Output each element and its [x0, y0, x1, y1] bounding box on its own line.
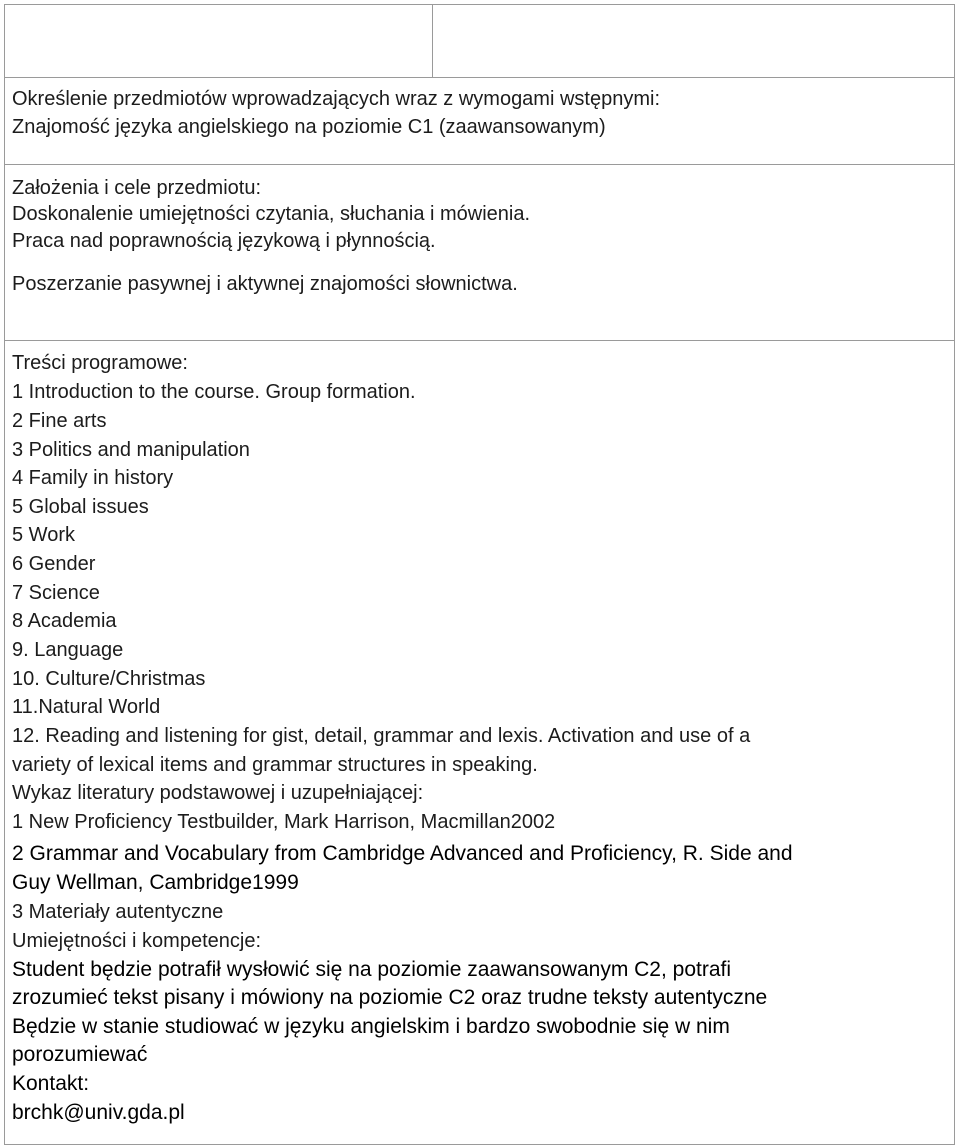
literature-item: 1 New Proficiency Testbuilder, Mark Harrison, Macmillan2002	[12, 811, 556, 833]
program-item: 5 Global issues	[12, 496, 149, 518]
goals-item: Doskonalenie umiejętności czytania, słuchania i mówienia.	[12, 203, 531, 225]
header-row	[5, 5, 954, 78]
prerequisites-section	[5, 77, 954, 165]
literature-item: Guy Wellman, Cambridge1999	[12, 871, 299, 894]
contact-email: brchk@univ.gda.pl	[12, 1101, 185, 1124]
program-item: 10. Culture/Christmas	[12, 668, 206, 690]
program-section	[5, 341, 954, 1146]
program-item: variety of lexical items and grammar structures in speaking.	[12, 754, 538, 776]
prerequisites-heading: Określenie przedmiotów wprowadzających wraz z wymogami wstępnymi:	[12, 88, 660, 110]
competences-item: Będzie w stanie studiować w języku angielskim i bardzo swobodnie się w nim	[12, 1015, 730, 1038]
program-item: 12. Reading and listening for gist, detail, grammar and lexis. Activation and use of a	[12, 725, 751, 747]
goals-section	[5, 165, 954, 341]
competences-item: porozumiewać	[12, 1043, 148, 1066]
program-item: 7 Science	[12, 582, 100, 604]
competences-heading: Umiejętności i kompetencje:	[12, 930, 261, 952]
program-item: 1 Introduction to the course. Group formation.	[12, 381, 416, 403]
literature-item: 3 Materiały autentyczne	[12, 901, 224, 923]
program-item: 11.Natural World	[12, 696, 161, 718]
program-item: 6 Gender	[12, 553, 96, 575]
header-cell-right	[433, 5, 955, 77]
syllabus-sheet	[4, 4, 955, 1145]
goals-item: Poszerzanie pasywnej i aktywnej znajomości słownictwa.	[12, 273, 518, 295]
prerequisites-text: Znajomość języka angielskiego na poziomie C1 (zaawansowanym)	[12, 116, 606, 138]
goals-heading: Założenia i cele przedmiotu:	[12, 177, 262, 199]
program-item: 4 Family in history	[12, 467, 174, 489]
contact-heading: Kontakt:	[12, 1072, 90, 1095]
program-item: 8 Academia	[12, 610, 117, 632]
literature-heading: Wykaz literatury podstawowej i uzupełniającej:	[12, 782, 424, 804]
program-item: 5 Work	[12, 524, 75, 546]
program-item: 9. Language	[12, 639, 124, 661]
program-heading: Treści programowe:	[12, 352, 188, 374]
goals-item: Praca nad poprawnością językową i płynnością.	[12, 230, 436, 252]
competences-item: zrozumieć tekst pisany i mówiony na poziomie C2 oraz trudne teksty autentyczne	[12, 986, 768, 1009]
header-cell-left	[5, 5, 432, 77]
competences-item: Student będzie potrafił wysłowić się na poziomie zaawansowanym C2, potrafi	[12, 958, 732, 981]
literature-item: 2 Grammar and Vocabulary from Cambridge Advanced and Proficiency, R. Side and	[12, 842, 793, 865]
program-item: 3 Politics and manipulation	[12, 439, 250, 461]
program-item: 2 Fine arts	[12, 410, 107, 432]
